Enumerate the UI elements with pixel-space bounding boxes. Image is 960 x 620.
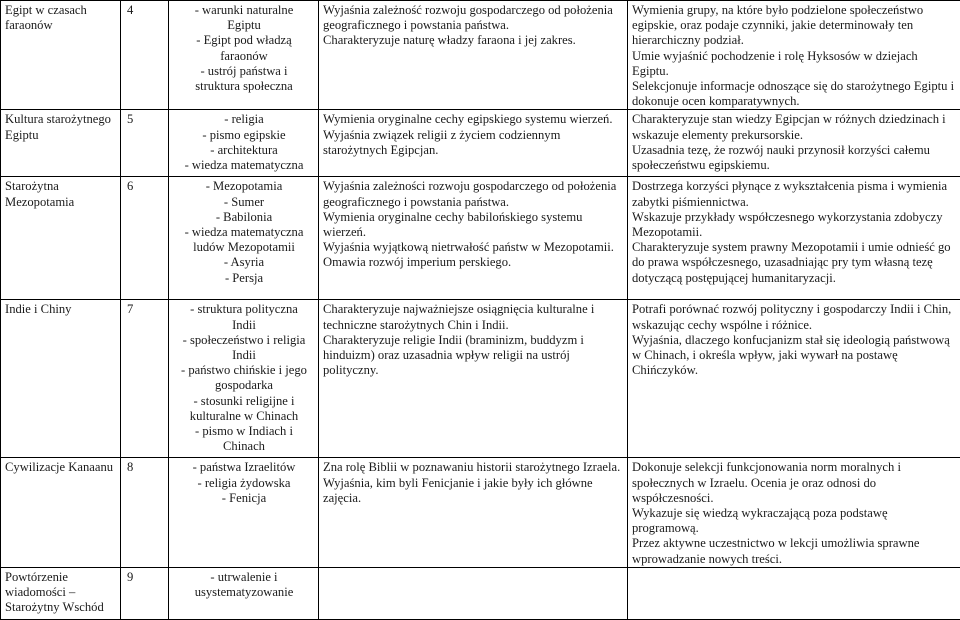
cell-text-line: Charakteryzuje naturę władzy faraona i jej zakres. bbox=[323, 33, 624, 48]
cell-text-line: Wskazuje przykłady współczesnego wykorzystania zdobyczy Mezopotamii. bbox=[632, 210, 957, 240]
cell-text-line: Umie wyjaśnić pochodzenie i rolę Hyksosów w dziejach Egiptu. bbox=[632, 49, 957, 79]
cell-text-line: Wykazuje się wiedzą wykraczającą poza podstawę programową. bbox=[632, 506, 957, 536]
extended-requirements-cell bbox=[628, 1, 960, 110]
cell-text-line: Przez aktywne uczestnictwo w lekcji umożliwia sprawne wprowadzanie nowych treści. bbox=[632, 536, 957, 566]
cell-text-line: - Fenicja bbox=[173, 491, 315, 506]
extended-requirements-cell bbox=[628, 458, 960, 567]
content-cell bbox=[169, 110, 319, 177]
lesson-number: 4 bbox=[121, 1, 169, 110]
lesson-number: 7 bbox=[121, 300, 169, 458]
cell-text-line: Indii bbox=[173, 348, 315, 363]
cell-text-line: kulturalne w Chinach bbox=[173, 409, 315, 424]
cell-text-line: - Persja bbox=[173, 271, 315, 286]
lesson-number: 6 bbox=[121, 177, 169, 300]
cell-text-line: Wyjaśnia, kim byli Fenicjanie i jakie były ich główne zajęcia. bbox=[323, 476, 624, 506]
cell-text-line: Wymienia grupy, na które było podzielone społeczeństwo egipskie, oraz podaje czynniki, jakie determinowały ten hierarchiczny podział. bbox=[632, 3, 957, 49]
table-row bbox=[1, 110, 960, 177]
cell-text-line: - warunki naturalne bbox=[173, 3, 315, 18]
cell-text-line: Omawia rozwój imperium perskiego. bbox=[323, 255, 624, 270]
basic-requirements-cell bbox=[319, 177, 628, 300]
cell-text-line: Wymienia oryginalne cechy egipskiego systemu wierzeń. bbox=[323, 112, 624, 127]
cell-text-line: - społeczeństwo i religia bbox=[173, 333, 315, 348]
lesson-number: 8 bbox=[121, 458, 169, 567]
cell-text-line: - Sumer bbox=[173, 195, 315, 210]
cell-text-line: - wiedza matematyczna bbox=[173, 158, 315, 173]
lesson-number: 5 bbox=[121, 110, 169, 177]
cell-text-line: struktura społeczna bbox=[173, 79, 315, 94]
cell-text-line: - Mezopotamia bbox=[173, 179, 315, 194]
content-cell bbox=[169, 1, 319, 110]
cell-text-line: - wiedza matematyczna bbox=[173, 225, 315, 240]
content-cell bbox=[169, 177, 319, 300]
cell-text-line: Potrafi porównać rozwój polityczny i gospodarczy Indii i Chin, wskazując cechy wspólne i różnice. bbox=[632, 302, 957, 332]
cell-text-line: Charakteryzuje system prawny Mezopotamii i umie odnieść go do prawa współczesnego, uzasadniając pry tym własną tezę dotyczącą postępującej humanitaryzacji. bbox=[632, 240, 957, 286]
cell-text-line: - pismo egipskie bbox=[173, 128, 315, 143]
cell-text-line: Charakteryzuje stan wiedzy Egipcjan w różnych dziedzinach i wskazuje elementy prekursorskie. bbox=[632, 112, 957, 142]
cell-text-line: - stosunki religijne i bbox=[173, 394, 315, 409]
cell-text-line: Dostrzega korzyści płynące z wykształcenia pisma i wymienia zabytki piśmiennictwa. bbox=[632, 179, 957, 209]
content-cell bbox=[169, 458, 319, 567]
unit-cell: Powtórzenie wiadomości – Starożytny Wschód bbox=[1, 567, 121, 619]
table-row bbox=[1, 300, 960, 458]
cell-text-line: - architektura bbox=[173, 143, 315, 158]
cell-text-line: Wyjaśnia zależność rozwoju gospodarczego od położenia geograficznego i powstania państwa. bbox=[323, 3, 624, 33]
table-row bbox=[1, 177, 960, 300]
basic-requirements-cell bbox=[319, 458, 628, 567]
cell-text-line: Wymienia oryginalne cechy babilońskiego systemu wierzeń. bbox=[323, 210, 624, 240]
cell-text-line: - Babilonia bbox=[173, 210, 315, 225]
lesson-number: 9 bbox=[121, 567, 169, 619]
cell-text-line: Chinach bbox=[173, 439, 315, 454]
cell-text-line: - pismo w Indiach i bbox=[173, 424, 315, 439]
table-row bbox=[1, 458, 960, 567]
unit-cell: Egipt w czasach faraonów bbox=[1, 1, 121, 110]
cell-text-line: Wyjaśnia zależności rozwoju gospodarczego od położenia geograficznego i powstania państwa. bbox=[323, 179, 624, 209]
unit-cell: Indie i Chiny bbox=[1, 300, 121, 458]
extended-requirements-cell bbox=[628, 177, 960, 300]
cell-text-line: usystematyzowanie bbox=[173, 585, 315, 600]
cell-text-line: Wyjaśnia związek religii z życiem codziennym starożytnych Egipcjan. bbox=[323, 128, 624, 158]
table-row bbox=[1, 1, 960, 110]
cell-text-line: - struktura polityczna bbox=[173, 302, 315, 317]
cell-text-line: Dokonuje selekcji funkcjonowania norm moralnych i społecznych w Izraelu. Ocenia je oraz odnosi do współczesności. bbox=[632, 460, 957, 506]
cell-text-line: Zna rolę Biblii w poznawaniu historii starożytnego Izraela. bbox=[323, 460, 624, 475]
cell-text-line: gospodarka bbox=[173, 378, 315, 393]
content-cell bbox=[169, 300, 319, 458]
table-body bbox=[1, 1, 960, 620]
cell-text-line: - Egipt pod władzą bbox=[173, 33, 315, 48]
cell-text-line: - państwo chińskie i jego bbox=[173, 363, 315, 378]
basic-requirements-cell bbox=[319, 300, 628, 458]
cell-text-line: - utrwalenie i bbox=[173, 570, 315, 585]
cell-text-line: - Asyria bbox=[173, 255, 315, 270]
basic-requirements-cell bbox=[319, 110, 628, 177]
extended-requirements-cell bbox=[628, 110, 960, 177]
extended-requirements-cell bbox=[628, 300, 960, 458]
cell-text-line: ludów Mezopotamii bbox=[173, 240, 315, 255]
cell-text-line: Selekcjonuje informacje odnoszące się do starożytnego Egiptu i dokonuje ocen komparatywnych. bbox=[632, 79, 957, 109]
cell-text-line: Indii bbox=[173, 318, 315, 333]
cell-text-line: Wyjaśnia wyjątkową nietrwałość państw w Mezopotamii. bbox=[323, 240, 624, 255]
unit-cell: Cywilizacje Kanaanu bbox=[1, 458, 121, 567]
cell-text-line: Uzasadnia tezę, że rozwój nauki przynosił korzyści całemu społeczeństwu egipskiemu. bbox=[632, 143, 957, 173]
cell-text-line: Egiptu bbox=[173, 18, 315, 33]
cell-text-line: - ustrój państwa i bbox=[173, 64, 315, 79]
cell-text-line: faraonów bbox=[173, 49, 315, 64]
cell-text-line: - religia żydowska bbox=[173, 476, 315, 491]
cell-text-line: - religia bbox=[173, 112, 315, 127]
cell-text-line: Charakteryzuje najważniejsze osiągnięcia kulturalne i techniczne starożytnych Chin i Indii. bbox=[323, 302, 624, 332]
cell-text-line: - państwa Izraelitów bbox=[173, 460, 315, 475]
cell-text-line: Charakteryzuje religie Indii (braminizm, buddyzm i hinduizm) oraz uzasadnia wpływ religii na ustrój polityczny. bbox=[323, 333, 624, 379]
cell-text-line: Wyjaśnia, dlaczego konfucjanizm stał się ideologią państwową w Chinach, i określa wpływ, jaki wywarł na postawę Chińczyków. bbox=[632, 333, 957, 379]
unit-cell: Kultura starożytnego Egiptu bbox=[1, 110, 121, 177]
basic-requirements-cell bbox=[319, 1, 628, 110]
unit-cell: Starożytna Mezopotamia bbox=[1, 177, 121, 300]
